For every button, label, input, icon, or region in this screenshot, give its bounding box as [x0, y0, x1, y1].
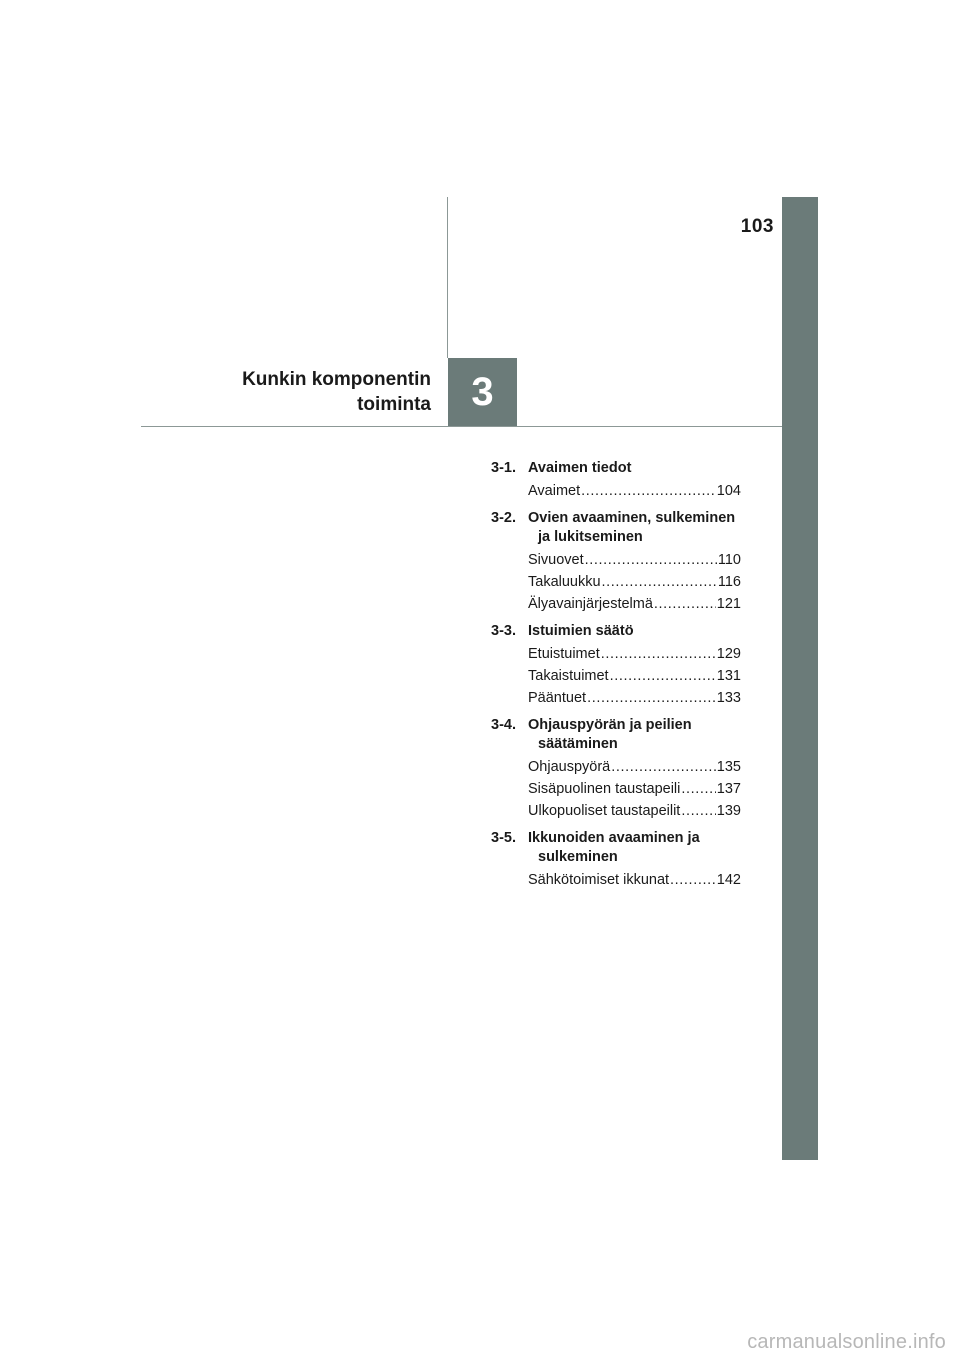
toc-entry[interactable] — [528, 551, 741, 569]
toc-entry-page: 139 — [716, 803, 741, 819]
toc-section-number: 3-4. — [491, 717, 516, 733]
toc-dot-leader — [581, 482, 716, 500]
toc-section-title: Istuimien säätö — [528, 623, 634, 639]
toc-entry-title: Sähkötoimiset ikkunat — [528, 872, 670, 888]
toc-dot-leader — [611, 758, 716, 776]
toc-dot-leader — [585, 551, 717, 569]
toc-entry-page: 142 — [716, 872, 741, 888]
toc-dot-leader — [654, 595, 716, 613]
chapter-side-tab — [782, 197, 818, 1160]
toc-section — [491, 509, 741, 613]
watermark: carmanualsonline.info — [747, 1331, 946, 1353]
toc-dot-leader — [610, 667, 716, 685]
toc-section-number: 3-2. — [491, 510, 516, 526]
toc-entry-title: Takaistuimet — [528, 668, 609, 684]
toc-section-title: Ikkunoiden avaaminen ja sulkeminen — [528, 830, 700, 865]
toc-entry-page: 121 — [716, 596, 741, 612]
toc-entry[interactable] — [528, 689, 741, 707]
toc-entry[interactable] — [528, 573, 741, 591]
toc-dot-leader — [670, 871, 716, 889]
toc-section-heading — [491, 622, 741, 641]
toc-entry-page: 135 — [716, 759, 741, 775]
toc-entry[interactable] — [528, 482, 741, 500]
toc-entry-title: Ulkopuoliset taustapeilit — [528, 803, 681, 819]
toc-section-heading — [491, 829, 741, 867]
toc-entry[interactable] — [528, 595, 741, 613]
toc-entry-page: 110 — [717, 552, 741, 568]
toc-entry[interactable] — [528, 645, 741, 663]
toc-section-number: 3-3. — [491, 623, 516, 639]
toc-dot-leader — [601, 645, 716, 663]
toc-entry-page: 116 — [717, 574, 741, 590]
toc-section-title: Avaimen tiedot — [528, 460, 632, 476]
toc-entry[interactable] — [528, 802, 741, 820]
toc-entry-title: Pääntuet — [528, 690, 587, 706]
toc-entry-page: 133 — [716, 690, 741, 706]
toc-entry[interactable] — [528, 780, 741, 798]
toc-dot-leader — [681, 802, 715, 820]
toc-entry-page: 137 — [716, 781, 741, 797]
page-number: 103 — [740, 216, 774, 237]
toc-entry-title: Ohjauspyörä — [528, 759, 611, 775]
toc-section — [491, 622, 741, 707]
toc-entry-title: Sivuovet — [528, 552, 584, 568]
chapter-number-box: 3 — [448, 358, 517, 426]
toc-entry-page: 129 — [716, 646, 741, 662]
toc-entry[interactable] — [528, 667, 741, 685]
toc-entry-title: Etuistuimet — [528, 646, 600, 662]
horizontal-divider — [141, 426, 782, 427]
toc-section-number: 3-1. — [491, 460, 516, 476]
toc-entry-title: Avaimet — [528, 483, 581, 499]
toc-section — [491, 716, 741, 820]
chapter-title — [242, 367, 431, 417]
chapter-title-line1: Kunkin komponentin — [242, 369, 431, 390]
toc-section-heading — [491, 716, 741, 754]
chapter-title-line2: toiminta — [357, 394, 431, 415]
toc-section-number: 3-5. — [491, 830, 516, 846]
toc-section-heading — [491, 509, 741, 547]
toc-entry-page: 131 — [716, 668, 741, 684]
toc-section-title: Ovien avaaminen, sulkeminen ja lukitseminen — [528, 510, 736, 545]
toc-section-title: Ohjauspyörän ja peilien säätäminen — [528, 717, 692, 752]
toc-entry[interactable] — [528, 758, 741, 776]
toc-section-heading — [491, 459, 741, 478]
toc-entry-title: Älyavainjärjestelmä — [528, 596, 653, 612]
toc-dot-leader — [587, 689, 716, 707]
toc-entry-page: 104 — [716, 483, 741, 499]
toc-section — [491, 459, 741, 500]
toc-entry-title: Takaluukku — [528, 574, 601, 590]
toc-dot-leader — [602, 573, 717, 591]
toc-entry-title: Sisäpuolinen taustapeili — [528, 781, 681, 797]
toc-entry[interactable] — [528, 871, 741, 889]
toc-dot-leader — [681, 780, 715, 798]
table-of-contents — [491, 459, 741, 898]
vertical-divider — [447, 197, 448, 358]
toc-section — [491, 829, 741, 889]
